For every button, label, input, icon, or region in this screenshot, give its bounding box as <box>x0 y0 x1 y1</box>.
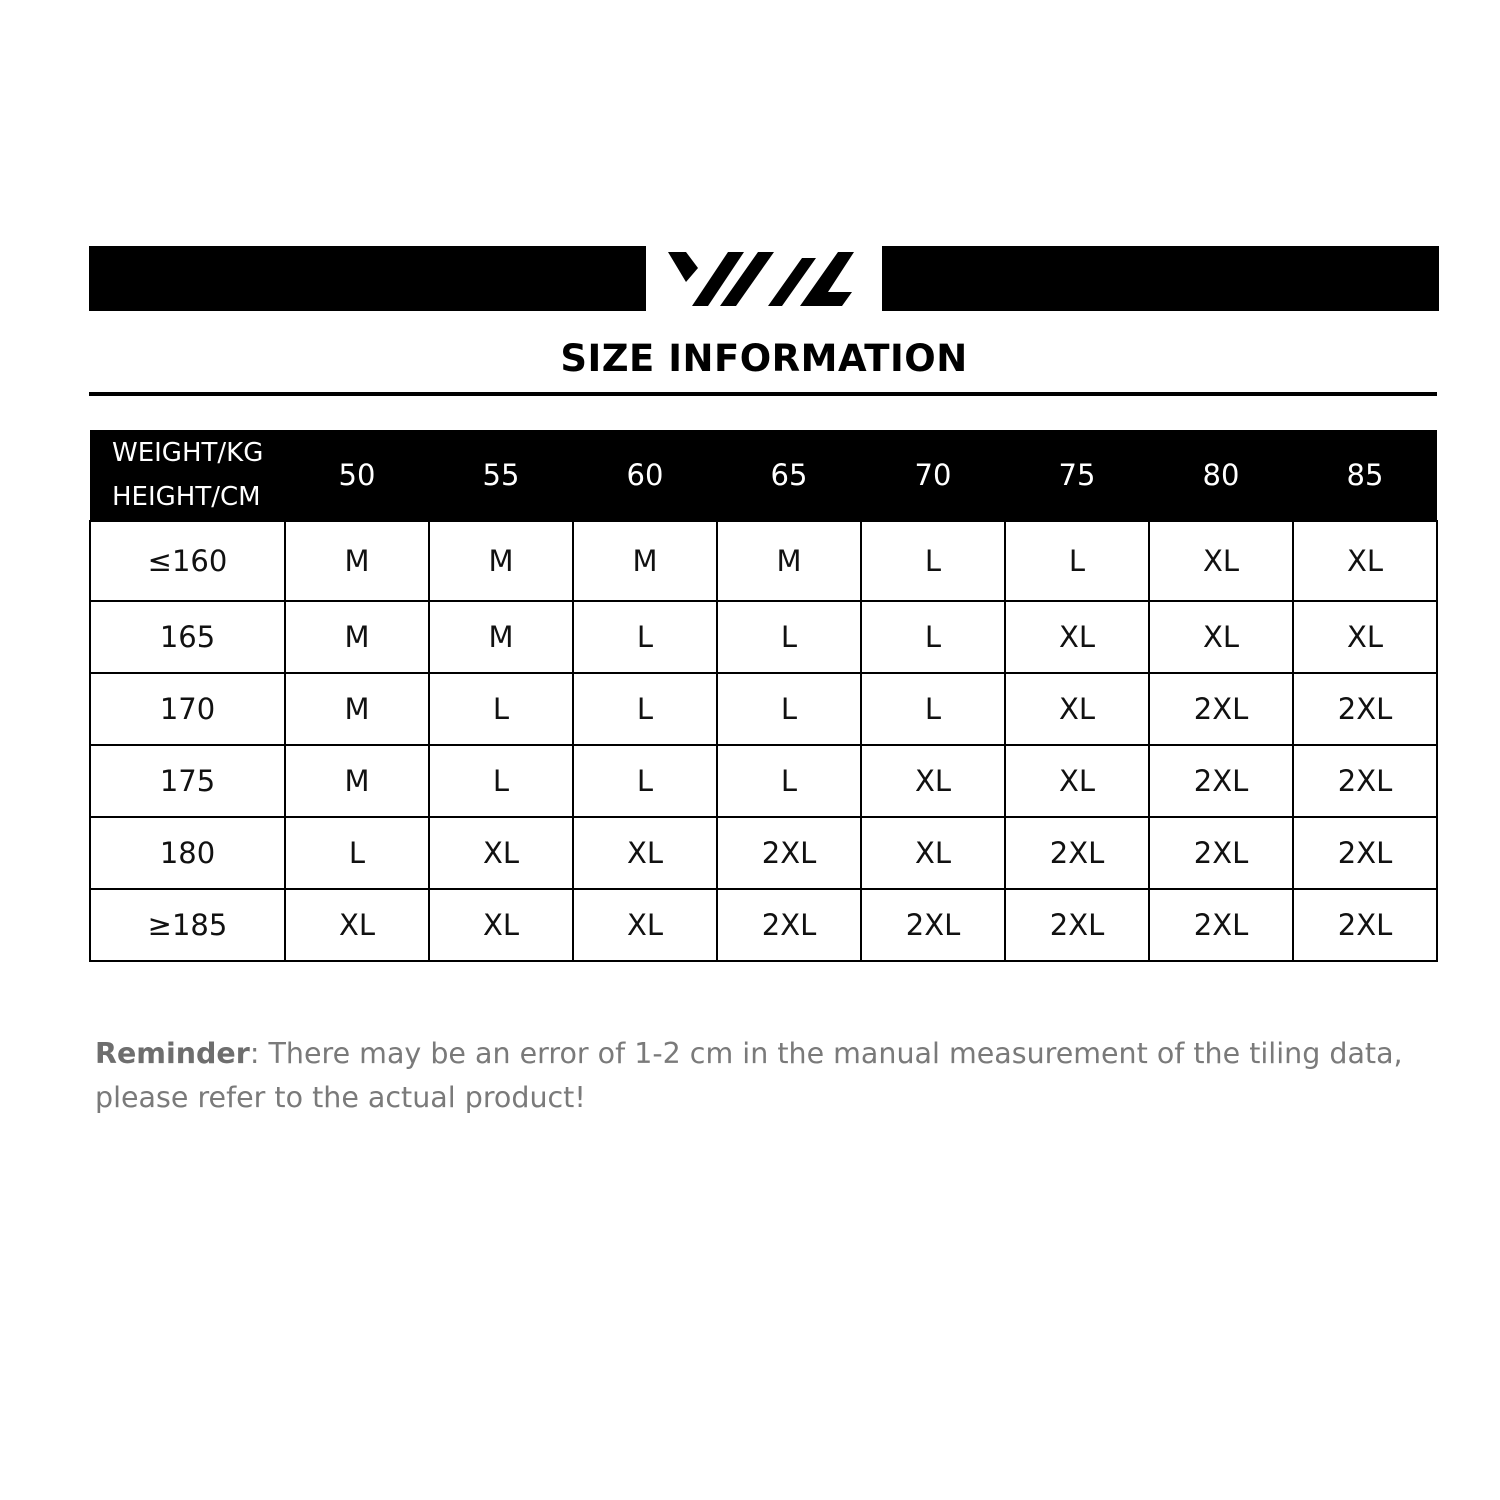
size-cell: 2XL <box>717 817 861 889</box>
table-row <box>90 745 1437 817</box>
size-cell: XL <box>429 889 573 961</box>
size-cell: 2XL <box>717 889 861 961</box>
height-cell: ≤160 <box>90 521 285 601</box>
corner-header <box>90 430 285 521</box>
table-row <box>90 601 1437 673</box>
size-cell: 2XL <box>1293 673 1437 745</box>
weight-header: 80 <box>1202 458 1240 492</box>
size-cell: XL <box>1149 521 1293 601</box>
table-row <box>90 889 1437 961</box>
size-cell: 2XL <box>1149 889 1293 961</box>
size-cell: M <box>285 601 429 673</box>
size-cell: L <box>861 601 1005 673</box>
size-cell: L <box>573 673 717 745</box>
size-cell: M <box>717 521 861 601</box>
size-cell: XL <box>1005 745 1149 817</box>
size-cell: L <box>717 601 861 673</box>
size-cell: L <box>573 601 717 673</box>
size-cell: L <box>573 745 717 817</box>
reminder-label: Reminder <box>95 1037 250 1070</box>
header-banner-right <box>882 246 1439 311</box>
size-cell: XL <box>573 817 717 889</box>
size-cell: M <box>285 521 429 601</box>
size-cell: M <box>429 521 573 601</box>
size-cell: 2XL <box>861 889 1005 961</box>
table-row <box>90 521 1437 601</box>
weight-header: 85 <box>1346 458 1384 492</box>
size-cell: XL <box>285 889 429 961</box>
size-cell: XL <box>861 745 1005 817</box>
size-cell: L <box>1005 521 1149 601</box>
table-header-row <box>90 430 1437 521</box>
size-cell: 2XL <box>1005 817 1149 889</box>
size-cell: M <box>285 673 429 745</box>
table-body <box>90 521 1437 961</box>
size-cell: XL <box>861 817 1005 889</box>
weight-header: 60 <box>626 458 664 492</box>
size-cell: XL <box>573 889 717 961</box>
size-cell: M <box>429 601 573 673</box>
size-cell: L <box>717 745 861 817</box>
size-cell: L <box>861 673 1005 745</box>
page-title: SIZE INFORMATION <box>560 337 968 380</box>
size-cell: L <box>429 745 573 817</box>
size-cell: 2XL <box>1293 889 1437 961</box>
table-row <box>90 673 1437 745</box>
size-cell: XL <box>1293 601 1437 673</box>
size-cell: XL <box>1149 601 1293 673</box>
size-cell: M <box>285 745 429 817</box>
size-cell: XL <box>1005 601 1149 673</box>
reminder-text: : There may be an error of 1-2 cm in the manual measurement of the tiling data, please refer to the actual product! <box>95 1037 1403 1114</box>
size-cell: M <box>573 521 717 601</box>
weight-axis-label: WEIGHT/KG <box>112 438 264 468</box>
size-cell: XL <box>429 817 573 889</box>
header-banner-left <box>89 246 646 311</box>
size-cell: 2XL <box>1293 745 1437 817</box>
size-cell: 2XL <box>1149 673 1293 745</box>
title-divider <box>89 392 1437 396</box>
height-cell: ≥185 <box>90 889 285 961</box>
size-cell: L <box>285 817 429 889</box>
height-cell: 180 <box>90 817 285 889</box>
table-row <box>90 817 1437 889</box>
reminder-note <box>95 1032 1425 1120</box>
weight-header: 70 <box>914 458 952 492</box>
height-cell: 170 <box>90 673 285 745</box>
size-cell: 2XL <box>1149 745 1293 817</box>
weight-header: 55 <box>482 458 520 492</box>
size-cell: L <box>717 673 861 745</box>
brand-logo <box>664 246 864 316</box>
size-cell: L <box>861 521 1005 601</box>
weight-header: 65 <box>770 458 808 492</box>
size-cell: XL <box>1293 521 1437 601</box>
size-cell: XL <box>1005 673 1149 745</box>
table-header <box>90 430 1437 521</box>
height-cell: 165 <box>90 601 285 673</box>
size-cell: 2XL <box>1005 889 1149 961</box>
size-chart-table <box>89 430 1438 962</box>
size-cell: 2XL <box>1149 817 1293 889</box>
weight-header: 50 <box>338 458 376 492</box>
size-cell: 2XL <box>1293 817 1437 889</box>
weight-header: 75 <box>1058 458 1096 492</box>
height-cell: 175 <box>90 745 285 817</box>
height-axis-label: HEIGHT/CM <box>112 482 261 512</box>
size-cell: L <box>429 673 573 745</box>
